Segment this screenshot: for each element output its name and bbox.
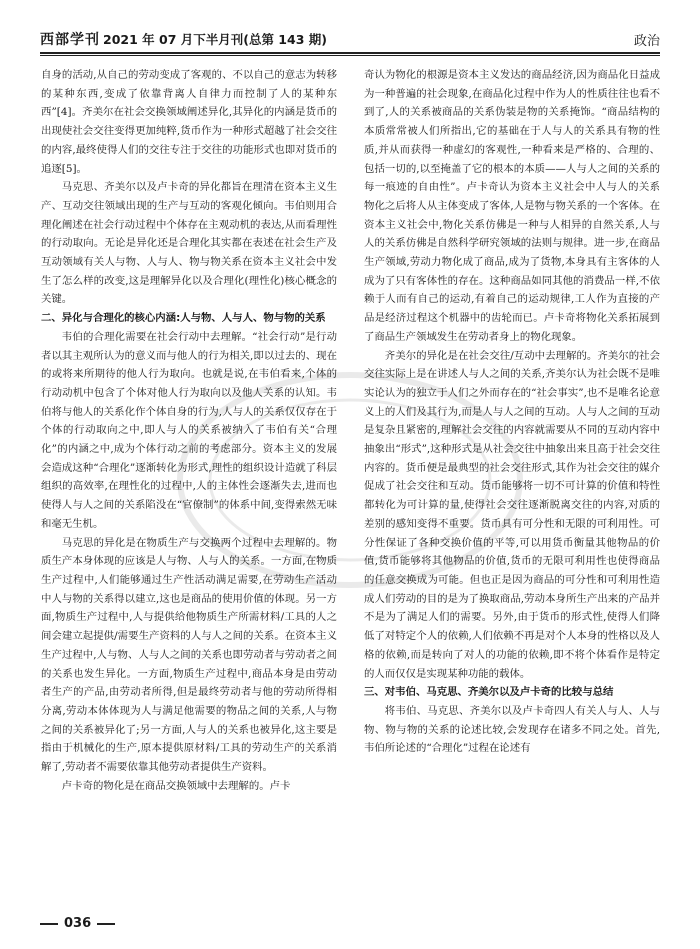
section-heading: 二、异化与合理化的核心内涵:人与物、人与人、物与物的关系	[41, 312, 326, 325]
body-paragraph: 卢卡奇的物化是在商品交换领域中去理解的。卢卡	[61, 779, 291, 792]
header-left	[40, 29, 327, 52]
body-paragraph: 将韦伯、马克思、齐美尔以及卢卡奇四人有关人与人、人与物、物与物的关系的论述比较,会发现存在诸多不同之处。首先,韦伯所论述的“合理化”过程在论述有	[364, 704, 660, 755]
journal-masthead: 西部学刊	[40, 32, 100, 48]
section-heading: 三、对韦伯、马克思、齐美尔以及卢卡奇的比较与总结	[364, 686, 614, 699]
page-header	[40, 30, 660, 54]
page-number: 036	[64, 916, 92, 931]
section-name: 政治	[633, 34, 660, 49]
header-rule	[40, 55, 660, 56]
body-paragraph: 韦伯的合理化需要在社会行动中去理解。“社会行动”是行动者以其主观所认为的意义而与他人的行为相关,即以过去的、现在的或将来所期待的他人行为取向。也就是说,在韦伯看来,个体的行动动机中包含了个体对他人行为取向以及他人关系的认知。韦伯将与他人的关系化作个体自身的行为,人与人的关系仅仅存在于个体的行动取向之中,即人与人的关系被纳入了韦伯有关“合理化”的内涵之中,成为个体行动之前的考虑部分。资本主义的发展会造成这种“合理化”逐渐转化为形式,理性的组织设计造就了科层组织的高效率,在理性化的过程中,人的主体性会逐渐失去,进而也使得人与人之间的关系陷没在“官僚制”的体系中间,变得索然无味和毫无生机。	[41, 330, 337, 530]
body-paragraph: 马克思的异化是在物质生产与交换两个过程中去理解的。物质生产本身体现的应该是人与物、人与人的关系。一方面,在物质生产过程中,人们能够通过生产性活动满足需要,在劳动生产活动中人与物的关系得以建立,这也是商品的使用价值的体现。另一方面,物质生产过程中,人与提供给他物质生产所需材料/工具的人之间会建立起提供/需要生产资料的人与人之间的关系。在资本主义生产过程中,人与物、人与人之间的关系也即劳动者与劳动者之间的关系也发生异化。一方面,物质生产过程中,商品本身是由劳动者生产的产品,由劳动者所得,但是最终劳动者与他的劳动所得相分离,劳动本体体现为人与满足他需要的物品之间的关系,人与物之间的关系被异化了;另一方面,人与人的关系也被异化,这主要是指由于机械化的生产,原本提供原材料/工具的劳动生产的关系消解了,劳动者不需要依靠其他劳动者提供生产资料。	[41, 536, 337, 774]
left-column	[41, 66, 337, 795]
body-paragraph: 马克思、齐美尔以及卢卡奇的异化都旨在理清在资本主义生产、互动交往领域出现的生产与互动的客观化倾向。韦伯则用合理化阐述在社会行动过程中个体存在主观动机的表达,从而看理性的行动取向。无论是异化还是合理化其实都在表述在社会生产及互动领域有关人与物、人与人、物与物关系在资本主义社会中发生了怎么样的改变,这是理解异化以及合理化(理性化)核心概念的关键。	[41, 181, 337, 306]
body-paragraph: 齐美尔的异化是在社会交往/互动中去理解的。齐美尔的社会交往实际上是在讲述人与人之间的关系,齐美尔认为社会既不是唯实论认为的独立于人们之外而存在的“社会事实”,也不是唯名论意义上的人们及其行为,而是人与人之间的互动。人与人之间的互动是复杂且紧密的,理解社会交往的内容就需要从不同的互动内容中抽象出“形式”,这种形式是从社会交往中抽象出来且高于社会交往内容的。货币便是最典型的社会交往形式,其作为社会交往的媒介促成了社会交往和互动。货币能够将一切不可计算的价值和特性都转化为可计算的量,使得社会交往逐渐脱离交往的内容,对质的差别的感知变得不重要。货币具有可分性和无限的可利用性。可分性保证了各种交换价值的平等,可以用货币衡量其他物品的价值,货币能够将其他物品的价值,货币的无限可利用性也使得商品的任意交换成为可能。但也正是因为商品的可分性和可利用性造成人们劳动的目的是为了换取商品,劳动本身所生产出来的产品并不是为了满足人们的需要。另外,由于货币的形式性,使得人们降低了对特定个人的依赖,人们依赖不再是对个人本身的性格以及人格的依赖,而是转向了对人的功能的依赖,即不将个体看作是特定的人而仅仅是实现某种功能的载体。	[364, 349, 660, 680]
footer-dash-left	[40, 923, 58, 925]
body-paragraph: 自身的活动,从自己的劳动变成了客观的、不以自己的意志为转移的某种东西,变成了依靠背离人自律力而控制了人的某种东西”[4]。齐美尔在社会交换领域阐述异化,其异化的内涵是货币的出现使社会交往变得更加纯粹,货币作为一种形式超越了社会交往的内容,最终使得人们的交往专注于交往的功能形式也即对货币的追逐[5]。	[41, 69, 337, 175]
page-footer	[40, 916, 115, 931]
right-column	[364, 66, 660, 758]
body-paragraph: 奇认为物化的根源是资本主义发达的商品经济,因为商品化日益成为一种普遍的社会现象,在商品化过程中作为人的性质往往也看不到了,人的关系被商品的关系伪装是物的关系掩饰。“商品结构的本质常常被人们所指出,它的基础在于人与人的关系具有物的性质,并从而获得一种虚幻的客观性,一种看来是严格的、合理的、包括一切的,以至掩盖了它的根本的本质——人与人之间的关系的每一痕迹的自由性”。卢卡奇认为资本主义社会中人与人的关系物化之后将人从主体变成了客体,人是物与物关系的一个客体。在资本主义社会中,物化关系仿佛是一种与人相异的自然关系,人与人的关系仿佛是自然科学研究领域的法则与规律。进一步,在商品生产领域,劳动力物化成了商品,成为了货物,本身具有主客体的人成为了只有客体性的存在。这种商品如同其他的消费品一样,不依赖于人而有自己的运动,有着自己的运动规律,工人作为直接的产品是经济过程这个机器中的齿轮而已。卢卡奇将物化关系拓展到了商品生产领域发生在劳动者身上的物化现象。	[364, 69, 660, 343]
issue-info: 2021 年 07 月下半月刊(总第 143 期)	[103, 32, 327, 47]
footer-dash-right	[97, 923, 115, 925]
